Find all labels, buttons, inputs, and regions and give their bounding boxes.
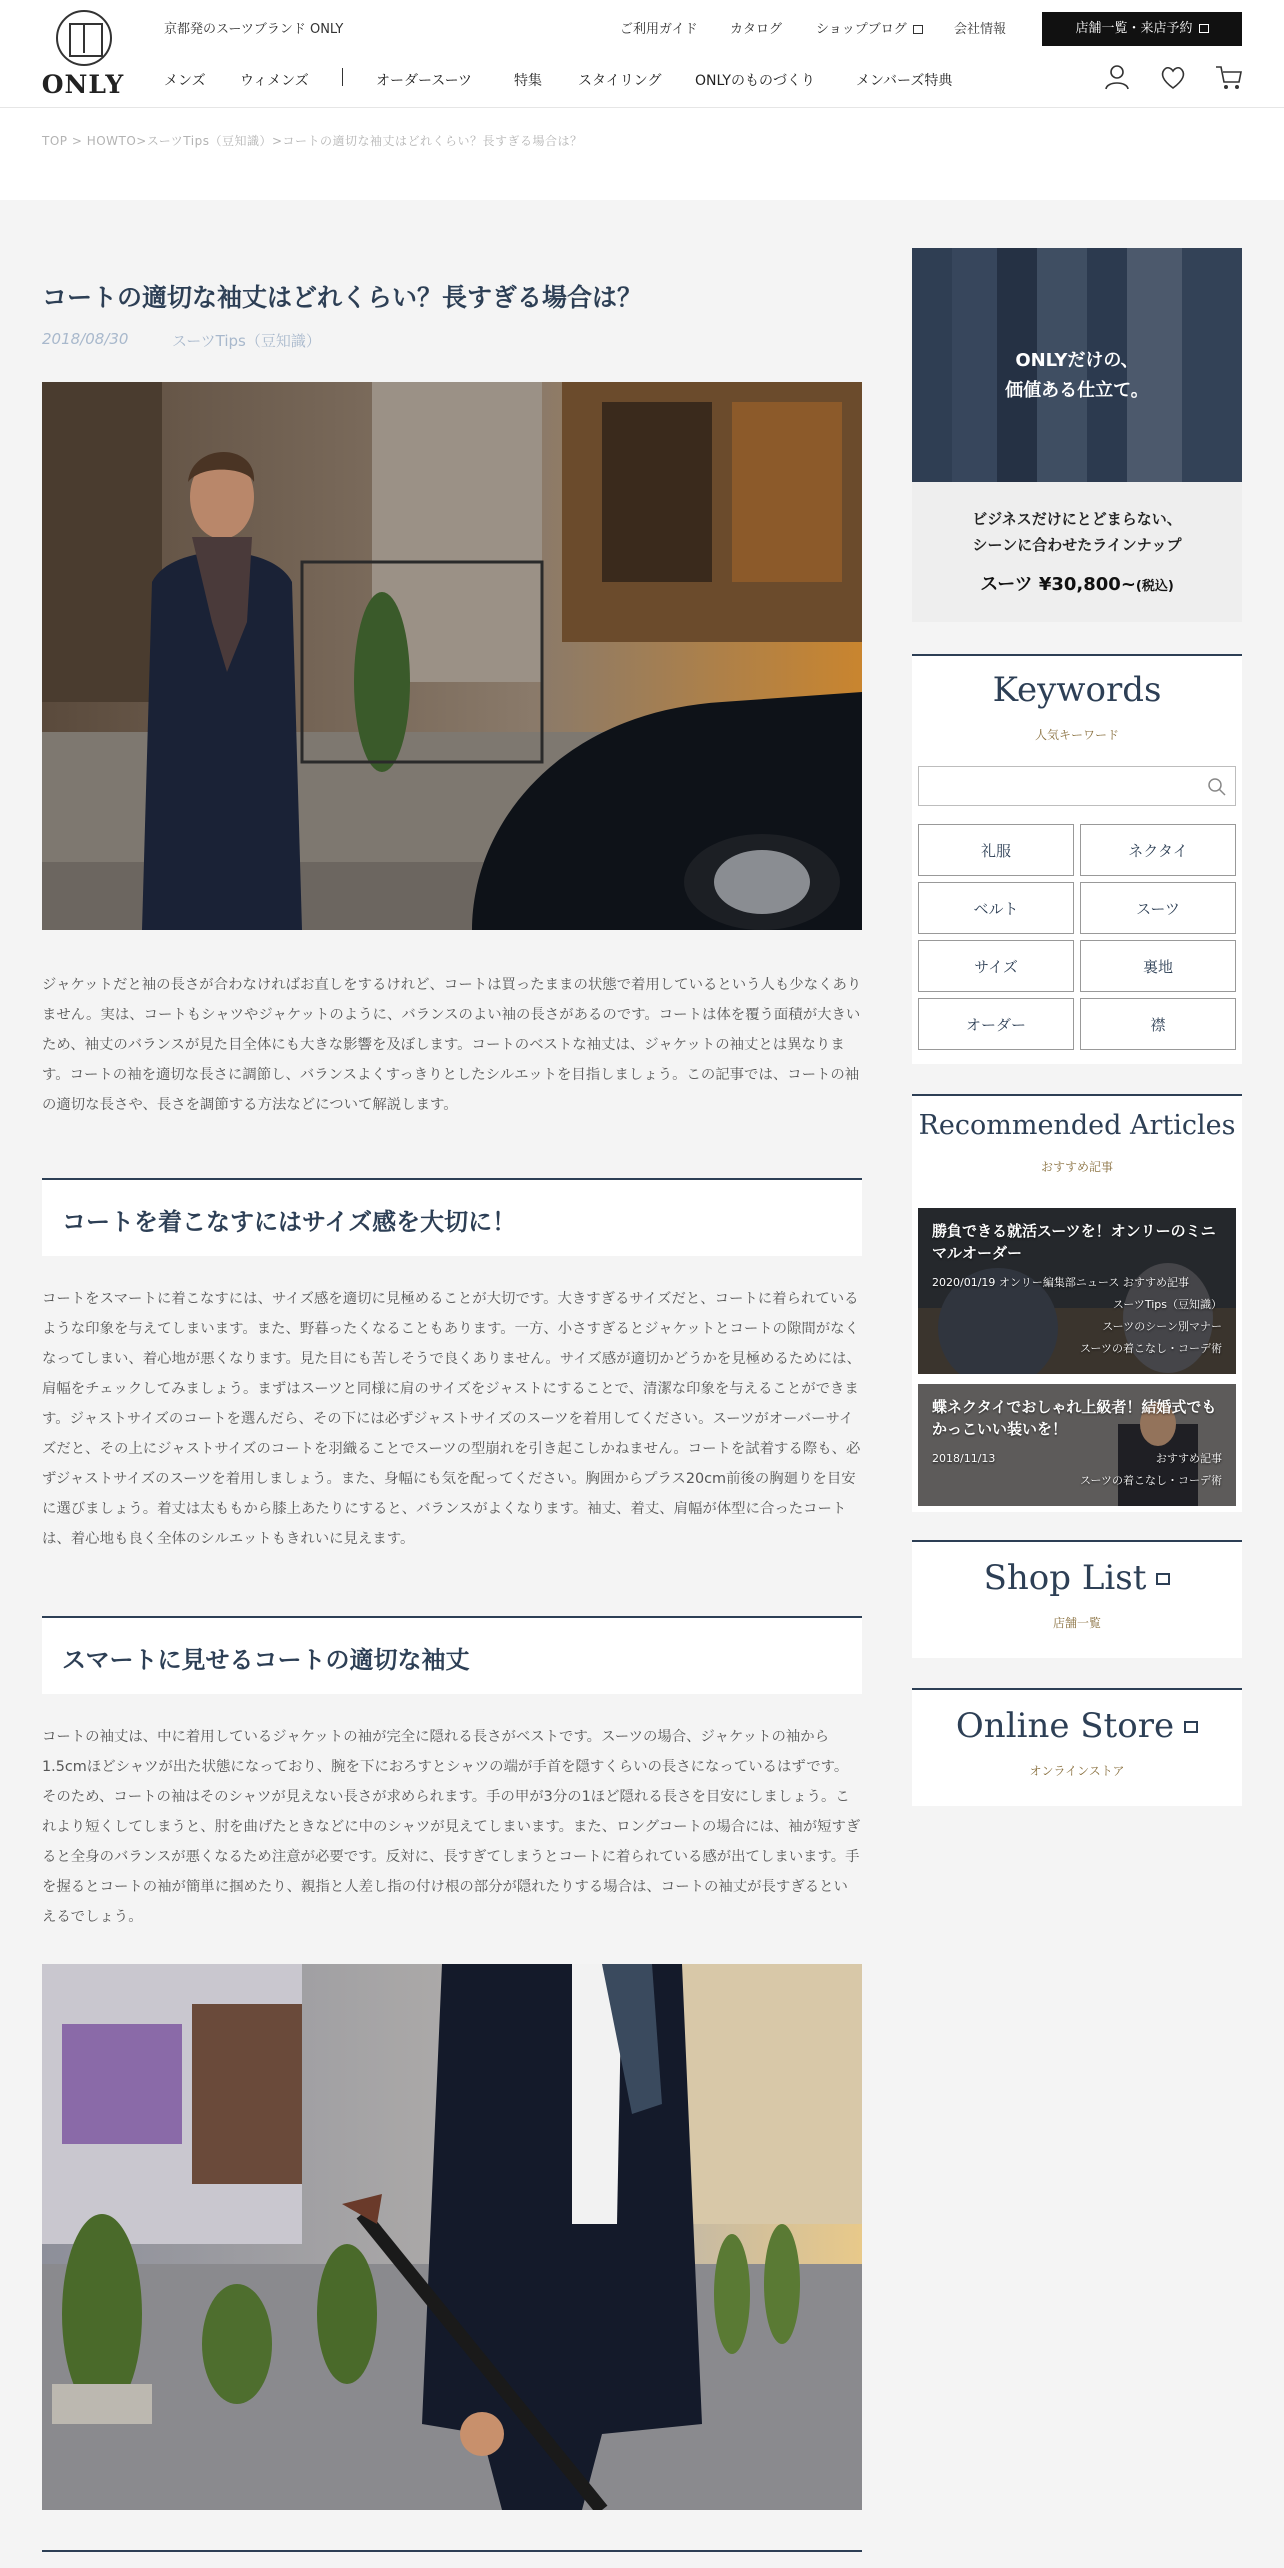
recommended-article-meta: 2020/01/19 オンリー編集部ニュース おすすめ記事 <box>932 1276 1189 1289</box>
promo-caption-line-1: ONLYだけの、 <box>1015 350 1139 371</box>
nav-features[interactable]: 特集 <box>514 73 542 89</box>
promo-subtext <box>912 506 1242 558</box>
nav-womens[interactable]: ウィメンズ <box>240 73 309 89</box>
section-heading <box>42 1616 862 1694</box>
keyword-tag[interactable]: ベルト <box>918 882 1074 934</box>
recommended-title: Recommended Articles <box>918 1110 1236 1141</box>
recommended-article-card[interactable] <box>918 1208 1236 1374</box>
recommended-widget <box>912 1094 1242 1512</box>
keywords-widget <box>912 654 1242 1064</box>
promo-caption <box>912 346 1242 406</box>
intro-paragraph: ジャケットだと袖の長さが合わなければお直しをするけれど、コートは買ったままの状態で着用しているという人も少なくありません。実は、コートもシャツやジャケットのように、バランスのよい袖の長さがあるのです。コートは体を覆う面積が大きいため、袖丈のバランスが見た目全体にも大きな影響を及ぼします。コートのベストな袖丈は、ジャケットの袖丈とは異なります。コートの袖を適切な長さに調節し、バランスよくすっきりとしたシルエットを目指しましょう。この記事では、コートの袖の適切な長さや、長さを調節する方法などについて解説します。 <box>42 977 862 1113</box>
recommended-article-title: 蝶ネクタイでおしゃれ上級者！結婚式でもかっこいい装いを！ <box>932 1398 1217 1438</box>
keywords-title: Keywords <box>992 670 1162 710</box>
promo-price-note: (税込) <box>1135 579 1174 594</box>
article-category[interactable]: スーツTips（豆知識） <box>172 332 321 350</box>
online-store-title-text: Online Store <box>955 1706 1175 1746</box>
article-tag[interactable]: スーツの着こなし・コーデ術 <box>1079 1342 1222 1355</box>
shop-list-subtitle: 店舗一覧 <box>1052 1616 1101 1630</box>
store-list-button[interactable] <box>1042 12 1242 46</box>
article-title: コートの適切な袖丈はどれくらい？長すぎる場合は？ <box>42 283 643 312</box>
heart-icon[interactable] <box>1158 62 1188 92</box>
section-heading-text: コートを着こなすにはサイズ感を大切に！ <box>62 1208 517 1236</box>
keyword-tag[interactable]: サイズ <box>918 940 1074 992</box>
keyword-tag[interactable]: 礼服 <box>918 824 1074 876</box>
body-paragraph: コートをスマートに着こなすには、サイズ感を適切に見極めることが大切です。大きすぎるサイズだと、コートに着られているような印象を与えてしまいます。また、野暮ったくなることもあります。一方、小さすぎるとジャケットとコートの隙間がなくなってしまい、着心地が悪くなります。見た目にも苦しそうで良くありません。サイズ感が適切かどうかを見極めるためには、肩幅をチェックしてみましょう。まずはスーツと同様に肩のサイズをジャストにすることで、清潔な印象を与えることができます。ジャストサイズのコートを選んだら、その下には必ずジャストサイズのスーツを着用してください。スーツがオーバーサイズだと、その上にジャストサイズのコートを羽織ることでスーツの型崩れを引き起こしかねません。コートを試着する際も、必ずジャストサイズのスーツを着用しましょう。また、身幅にも気を配ってください。胸囲からプラス20cm前後の胸廻りを目安に選びましょう。着丈は太ももから膝上あたりにすると、バランスがよくなります。袖丈、着丈、肩幅が体型に合ったコートは、着心地も良く全体のシルエットもきれいに見えます。 <box>42 1291 861 1547</box>
site-header <box>0 0 1284 108</box>
breadcrumb-bar <box>0 108 1284 200</box>
tagline: 京都発のスーツブランド ONLY <box>164 22 344 37</box>
nav-craftsmanship[interactable]: ONLYのものづくり <box>695 73 815 89</box>
hero-photo <box>42 382 862 930</box>
recommended-article-meta: 2018/11/13 <box>932 1452 996 1465</box>
suits-promo-banner[interactable] <box>912 248 1242 622</box>
shop-list-widget[interactable] <box>912 1540 1242 1658</box>
section-divider <box>42 2550 862 2552</box>
article-tag[interactable]: おすすめ記事 <box>1155 1452 1222 1465</box>
keyword-search-input[interactable] <box>918 766 1236 806</box>
external-link-icon <box>913 25 923 34</box>
article-tag[interactable]: スーツの着こなし・コーデ術 <box>1079 1474 1222 1487</box>
nav-order-suits[interactable]: オーダースーツ <box>376 73 473 89</box>
nav-mens[interactable]: メンズ <box>164 73 206 89</box>
article-tag[interactable]: スーツTips（豆知識） <box>1112 1298 1222 1311</box>
section-heading-text: スマートに見せるコートの適切な袖丈 <box>62 1646 470 1674</box>
recommended-subtitle: おすすめ記事 <box>1040 1160 1114 1174</box>
promo-subtext-line-2: シーンに合わせたラインナップ <box>972 536 1182 554</box>
online-store-widget[interactable] <box>912 1688 1242 1806</box>
article-tag[interactable]: スーツのシーン別マナー <box>1102 1320 1222 1333</box>
online-store-title <box>912 1706 1242 1746</box>
only-logo[interactable] <box>40 10 126 100</box>
shop-list-title-text: Shop List <box>983 1558 1147 1598</box>
body-paragraph: コートの袖丈は、中に着用しているジャケットの袖が完全に隠れる長さがベストです。スーツの場合、ジャケットの袖から1.5cmほどシャツが出た状態になっており、腕を下におろすとシャツの端が手首を隠すくらいの長さになっているはずです。そのため、コートの袖はそのシャツが見えない長さが求められます。手の甲が3分の1ほど隠れる長さを目安にしましょう。これより短くしてしまうと、肘を曲げたときなどに中のシャツが見えてしまいます。また、ロングコートの場合には、袖が短すぎると全身のバランスが悪くなるため注意が必要です。反対に、長すぎてしまうとコートに着られている感が出てしまいます。手を握るとコートの袖が簡単に掴めたり、親指と人差し指の付け根の部分が隠れたりする場合は、コートの袖丈が長すぎるといえるでしょう。 <box>42 1729 861 1925</box>
keyword-tag[interactable]: スーツ <box>1080 882 1236 934</box>
nav-members[interactable]: メンバーズ特典 <box>856 73 953 89</box>
shop-blog-link[interactable] <box>816 18 923 37</box>
logo-text: ONLY <box>41 70 125 99</box>
breadcrumb[interactable]: TOP > HOWTO>スーツTips（豆知識）>コートの適切な袖丈はどれくらい？長すぎる場合は？ <box>42 134 583 148</box>
company-link[interactable]: 会社情報 <box>954 22 1007 37</box>
store-button-label: 店舗一覧・来店予約 <box>1075 21 1193 36</box>
nav-divider <box>342 68 343 86</box>
section-heading <box>42 1178 862 1256</box>
external-link-icon <box>1156 1573 1170 1585</box>
keyword-tag[interactable]: 裏地 <box>1080 940 1236 992</box>
keyword-tag[interactable]: オーダー <box>918 998 1074 1050</box>
coat-photo <box>42 1964 862 2510</box>
external-link-icon <box>1184 1721 1198 1733</box>
online-store-subtitle: オンラインストア <box>1029 1764 1125 1778</box>
cart-icon[interactable] <box>1214 62 1244 92</box>
search-icon[interactable] <box>1207 777 1227 797</box>
article-date: 2018/08/30 <box>42 330 129 348</box>
promo-price <box>912 570 1242 596</box>
shop-blog-label: ショップブログ <box>816 22 907 37</box>
shop-list-title <box>912 1558 1242 1598</box>
promo-subtext-line-1: ビジネスだけにとどまらない、 <box>972 510 1182 528</box>
promo-caption-line-2: 価値ある仕立て。 <box>1005 380 1149 401</box>
keyword-tag[interactable]: 襟 <box>1080 998 1236 1050</box>
external-link-icon <box>1199 24 1209 33</box>
recommended-article-title: 勝負できる就活スーツを！オンリーのミニマルオーダー <box>932 1222 1216 1262</box>
nav-styling[interactable]: スタイリング <box>578 73 662 89</box>
recommended-article-card[interactable] <box>918 1384 1236 1506</box>
keywords-subtitle: 人気キーワード <box>1034 728 1119 742</box>
promo-price-value: スーツ ¥30,800~ <box>980 574 1136 595</box>
catalog-link[interactable]: カタログ <box>730 22 783 37</box>
user-icon[interactable] <box>1102 62 1132 92</box>
keyword-tag[interactable]: ネクタイ <box>1080 824 1236 876</box>
logo-emblem <box>56 10 112 66</box>
guide-link[interactable]: ご利用ガイド <box>620 22 698 37</box>
